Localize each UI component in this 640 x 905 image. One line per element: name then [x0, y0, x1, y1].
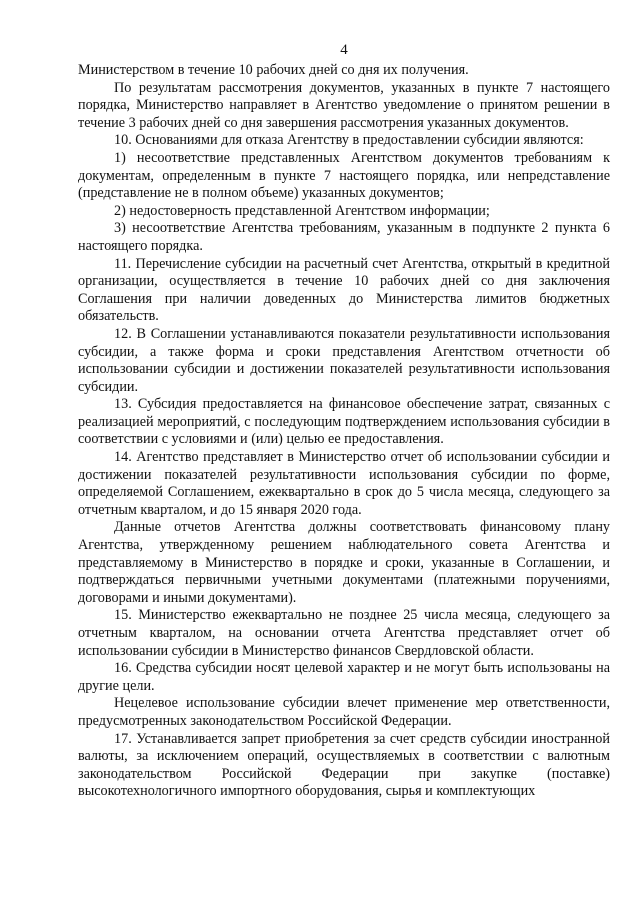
subparagraph-1: 1) несоответствие представленных Агентством документов требованиям к документам, определенным в пункте 7 настоящего порядка, или непредставление (представление не в полном объеме) указанных документов; — [78, 149, 610, 202]
paragraph: Нецелевое использование субсидии влечет применение мер ответственности, предусмотренных законодательством Российской Федерации. — [78, 695, 610, 729]
document-body — [78, 62, 610, 801]
paragraph-item-15: 15. Министерство ежеквартально не позднее 25 числа месяца, следующего за отчетным кварталом, на основании отчета Агентства представляет отчет об использовании субсидии в Министерство финансов Свердловской области. — [78, 607, 610, 659]
paragraph-item-16: 16. Средства субсидии носят целевой характер и не могут быть использованы на другие цели. — [78, 660, 610, 694]
paragraph-item-17: 17. Устанавливается запрет приобретения за счет средств субсидии иностранной валюты, за исключением операций, осуществляемых в соответствии с валютным законодательством Российской Федерации при закупке (поставке) высокотехнологичного импортного оборудования, сырья и комплектующих — [78, 730, 610, 800]
paragraph-item-13: 13. Субсидия предоставляется на финансовое обеспечение затрат, связанных с реализацией мероприятий, с последующим подтверждением использования субсидии в соответствии с условиями и (или) целью ее предоставления. — [78, 396, 610, 448]
paragraph-item-14: 14. Агентство представляет в Министерство отчет об использовании субсидии и достижении показателей результативности использования субсидии по форме, определяемой Соглашением, ежеквартально в срок до 5 числа месяца, следующего за отчетным кварталом, и до 15 января 2020 года. — [78, 449, 610, 518]
paragraph-item-11: 11. Перечисление субсидии на расчетный счет Агентства, открытый в кредитной организации, осуществляется в течение 10 рабочих дней со дня заключения Соглашения при наличии доведенных до Министерства лимитов бюджетных обязательств. — [78, 255, 610, 325]
paragraph: По результатам рассмотрения документов, указанных в пункте 7 настоящего порядка, Министерство направляет в Агентство уведомление о принятом решении в течение 3 рабочих дней со дня завершения рассмотрения указанных документов. — [78, 79, 610, 131]
page-number: 4 — [340, 42, 348, 58]
subparagraph-3: 3) несоответствие Агентства требованиям, указанным в подпункте 2 пункта 6 настоящего порядка. — [78, 220, 610, 254]
paragraph: Данные отчетов Агентства должны соответствовать финансовому плану Агентства, утвержденному решением наблюдательного совета Агентства и представляемому в Министерство в порядке и сроки, указанные в Соглашении, и подтверждаться первичными учетными документами (платежными поручениями, договорами и иными документами). — [78, 519, 610, 606]
subparagraph-2: 2) недостоверность представленной Агентством информации; — [114, 202, 490, 219]
paragraph-item-12: 12. В Соглашении устанавливаются показатели результативности использования субсидии, а также форма и сроки представления Агентством отчетности об использовании субсидии и достижении показателей результативности использования субсидии. — [78, 325, 610, 395]
paragraph: Министерством в течение 10 рабочих дней со дня их получения. — [78, 62, 469, 78]
paragraph-item-10: 10. Основаниями для отказа Агентству в предоставлении субсидии являются: — [114, 132, 584, 149]
